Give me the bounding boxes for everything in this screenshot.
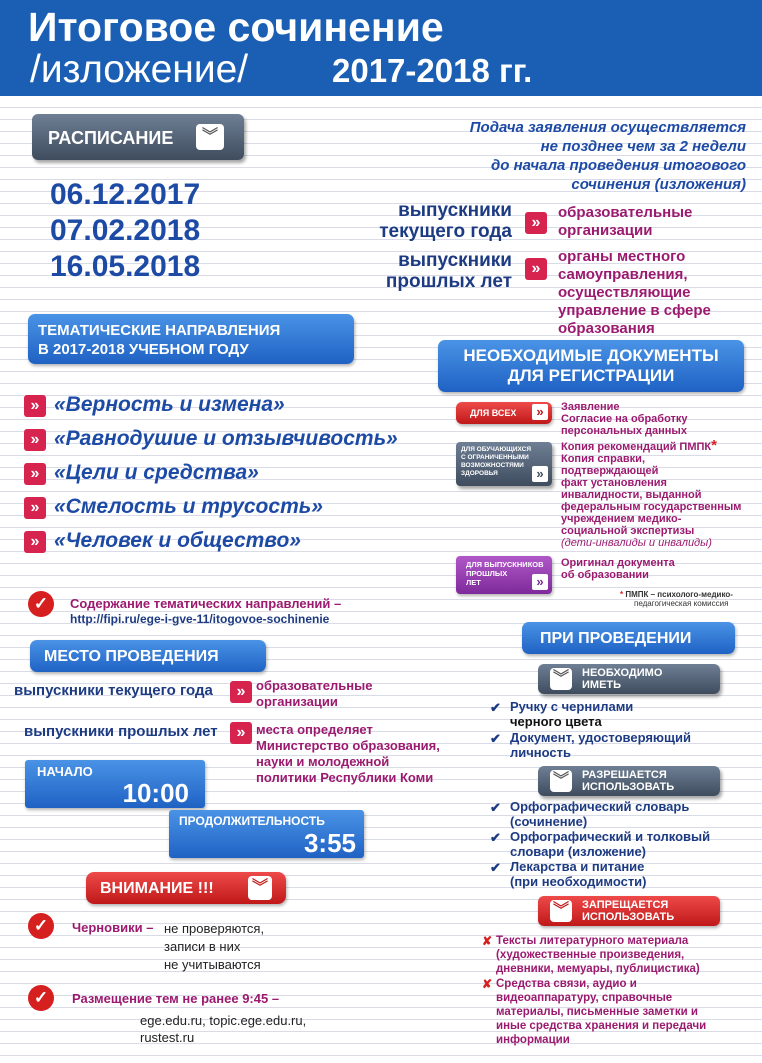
application-note	[420, 118, 746, 194]
drafts-text: не проверяются, записи в них не учитываются	[164, 921, 265, 972]
start-label: НАЧАЛО	[37, 764, 93, 779]
checkmark-icon: ✔	[490, 731, 501, 746]
checkmark-icon: ✔	[490, 860, 501, 875]
date-3: 16.05.2018	[50, 250, 201, 283]
attention-label: ВНИМАНИЕ !!!	[100, 880, 214, 897]
start-value: 10:00	[122, 778, 189, 808]
documents-heading	[438, 340, 744, 392]
topics-sites: ege.edu.ru, topic.ege.edu.ru, rustest.ru	[140, 1013, 307, 1045]
theme-item-5: «Человек и общество»	[54, 529, 301, 552]
checkmark-icon: ✔	[490, 700, 501, 715]
double-arrow-right-icon: »	[525, 212, 547, 234]
double-arrow-right-icon: »	[532, 466, 548, 482]
page-title-subtitle: /изложение/	[30, 48, 249, 91]
application-current-grads: выпускники текущего года	[379, 200, 512, 242]
documents-heading-line2: ДЛЯ РЕГИСТРАЦИИ	[507, 366, 675, 385]
cross-mark-icon: ✘	[482, 934, 493, 948]
allowed-item-2: Орфографический и толковый словари (изложение)	[510, 829, 711, 859]
forbidden-label: ЗАПРЕЩАЕТСЯ ИСПОЛЬЗОВАТЬ	[582, 899, 675, 923]
themes-content-link[interactable]: http://fipi.ru/ege-i-gve-11/itogovoe-sochinenie	[70, 612, 330, 626]
double-arrow-right-icon: »	[532, 574, 548, 590]
docs-grad-list: Оригинал документа об образовании	[561, 557, 675, 581]
must-have-item-1: Ручку с чернилами черного цвета	[510, 699, 634, 729]
conduct-heading-label: ПРИ ПРОВЕДЕНИИ	[540, 630, 692, 647]
docs-ovz-label: ДЛЯ ОБУЧАЮЩИХСЯ С ОГРАНИЧЕННЫМИ ВОЗМОЖНОСТЯМИ ЗДОРОВЬЯ	[461, 446, 531, 477]
docs-ovz-tag	[456, 442, 552, 486]
chevron-down-icon: ︾	[248, 876, 272, 900]
themes-content-label: Содержание тематических направлений –	[70, 596, 342, 611]
double-arrow-right-icon: »	[230, 722, 252, 744]
checkmark-icon: ✔	[490, 800, 501, 815]
venue-heading-label: МЕСТО ПРОВЕДЕНИЯ	[44, 648, 219, 665]
theme-item-3: «Цели и средства»	[54, 461, 259, 484]
check-circle-icon: ✓	[28, 913, 54, 939]
double-arrow-right-icon: »	[24, 429, 46, 451]
asterisk: *	[711, 437, 717, 454]
docs-grad-label: ДЛЯ ВЫПУСКНИКОВ ПРОШЛЫХ ЛЕТ	[466, 560, 544, 587]
date-1: 06.12.2017	[50, 178, 201, 211]
cross-mark-icon: ✘	[482, 977, 493, 991]
theme-item-2: «Равнодушие и отзывчивость»	[54, 427, 398, 450]
conduct-heading	[522, 622, 735, 654]
venue-past-label: выпускники прошлых лет	[24, 723, 218, 740]
page-title: Итоговое сочинение	[28, 4, 444, 50]
forbidden-tag[interactable]	[538, 896, 720, 926]
forbidden-item-1: Тексты литературного материала (художественные произведения, дневники, мемуары, публицистика)	[496, 935, 700, 975]
venue-current-label: выпускники текущего года	[14, 682, 213, 699]
double-arrow-right-icon: »	[24, 395, 46, 417]
chevron-down-icon: ︾	[550, 668, 572, 690]
header-banner	[0, 0, 762, 96]
double-arrow-right-icon: »	[24, 497, 46, 519]
documents-heading-line1: НЕОБХОДИМЫЕ ДОКУМЕНТЫ	[463, 346, 719, 365]
allowed-item-3: Лекарства и питание (при необходимости)	[510, 859, 647, 889]
double-arrow-right-icon: »	[532, 404, 548, 420]
duration-value: 3:55	[303, 828, 356, 858]
application-line4: сочинения (изложения)	[571, 176, 746, 193]
theme-item-4: «Смелость и трусость»	[54, 495, 323, 518]
application-current-destination: образовательные организации	[558, 204, 693, 239]
themes-heading-line1: ТЕМАТИЧЕСКИЕ НАПРАВЛЕНИЯ	[38, 322, 281, 339]
docs-footnote: * ПМПК – психолого-медико- педагогическая комиссия	[620, 590, 733, 608]
docs-all-label: ДЛЯ ВСЕХ	[470, 408, 517, 418]
venue-past-destination: места определяет Министерство образования, науки и молодежной политики Республики Коми	[256, 722, 440, 785]
must-have-label: НЕОБХОДИМО ИМЕТЬ	[582, 667, 663, 691]
must-have-item-2: Документ, удостоверяющий личность	[510, 730, 691, 760]
schedule-label: РАСПИСАНИЕ	[48, 128, 174, 148]
start-time-box	[25, 760, 205, 808]
application-line2: не позднее чем за 2 недели	[540, 138, 746, 155]
topics-label: Размещение тем не ранее 9:45 –	[72, 991, 280, 1006]
attention-button[interactable]	[86, 872, 286, 904]
double-arrow-right-icon: »	[230, 681, 252, 703]
duration-box	[169, 810, 364, 858]
docs-all-list: Заявление Согласие на обработку персональных данных	[561, 401, 688, 437]
check-circle-icon: ✓	[28, 985, 54, 1011]
double-arrow-right-icon: »	[24, 531, 46, 553]
themes-heading-line2: В 2017-2018 УЧЕБНОМ ГОДУ	[38, 341, 249, 358]
double-arrow-right-icon: »	[525, 258, 547, 280]
theme-item-1: «Верность и измена»	[54, 393, 285, 416]
forbidden-item-2: Средства связи, аудио и видеоаппаратуру, справочные материалы, письменные заметки и иные средства хранения и передачи информации	[496, 978, 707, 1046]
application-past-grads: выпускники прошлых лет	[385, 250, 512, 292]
double-arrow-right-icon: »	[24, 463, 46, 485]
drafts-label: Черновики –	[72, 920, 154, 935]
date-2: 07.02.2018	[50, 214, 201, 247]
application-line1: Подача заявления осуществляется	[469, 119, 746, 136]
docs-all-tag	[456, 402, 552, 424]
check-circle-icon: ✓	[28, 591, 54, 617]
schedule-button[interactable]	[32, 114, 244, 160]
chevron-down-icon: ︾	[196, 124, 224, 150]
checkmark-icon: ✔	[490, 830, 501, 845]
application-past-destination: органы местного самоуправления, осуществляющие управление в сфере образования	[558, 248, 711, 337]
venue-current-destination: образовательные организации	[256, 678, 373, 709]
duration-label: ПРОДОЛЖИТЕЛЬНОСТЬ	[179, 814, 325, 828]
docs-grad-tag	[456, 556, 552, 594]
must-have-tag[interactable]	[538, 664, 720, 694]
allowed-item-1: Орфографический словарь (сочинение)	[510, 799, 690, 829]
venue-heading	[30, 640, 266, 672]
allowed-label: РАЗРЕШАЕТСЯ ИСПОЛЬЗОВАТЬ	[582, 769, 675, 793]
chevron-down-icon: ︾	[550, 900, 572, 922]
allowed-tag[interactable]	[538, 766, 720, 796]
application-line3: до начала проведения итогового	[491, 157, 746, 174]
chevron-down-icon: ︾	[550, 770, 572, 792]
themes-heading	[28, 314, 354, 364]
page-title-years: 2017-2018 гг.	[332, 52, 533, 89]
docs-ovz-list: Копия рекомендаций ПМПК* Копия справки, подтверждающей факт установления инвалидности, выданной федеральным государственным учреждением медико- социальной экспертизы (дети-инвалиды и инвалиды)	[561, 437, 742, 549]
